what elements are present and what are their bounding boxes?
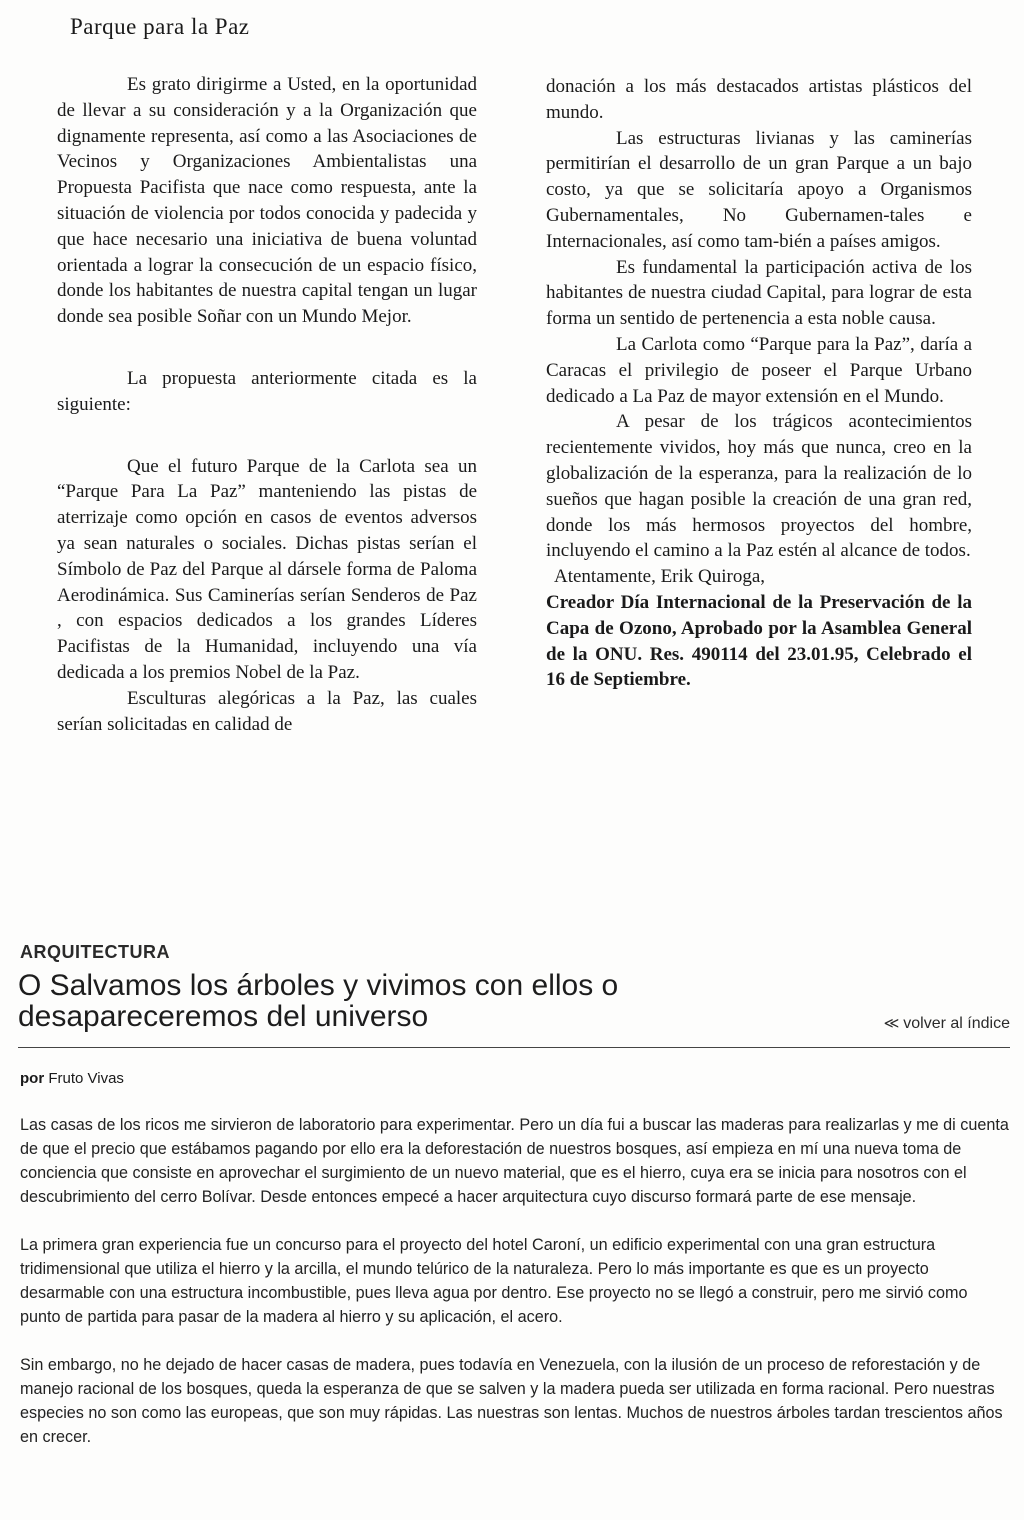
- paragraph: Las casas de los ricos me sirvieron de laboratorio para experimentar. Pero un día fui a buscar las maderas para realizarlas y me di cuenta de que el precio que estábamos pagando por ello era la deforestación de nuestros bosques, así empieza en mí una nueva toma de conciencia que consiste en aprovechar el surgimiento de un nuevo material, que es el hierro, cuya era se inicia para nosotros con el descubrimiento del cerro Bolívar. Desde entonces empecé a hacer arquitectura cuyo discurso formará parte de ese mensaje.: [20, 1116, 1009, 1206]
- article-body: [20, 1113, 1010, 1473]
- section-label: ARQUITECTURA: [20, 942, 170, 962]
- paragraph: Esculturas alegóricas a la Paz, las cuales serían solicitadas en calidad de: [57, 687, 477, 735]
- back-link-label: volver al índice: [903, 1015, 1010, 1032]
- double-chevron-left-icon: ≪: [883, 1015, 900, 1032]
- byline-prefix: por: [20, 1070, 45, 1087]
- article-title: Parque para la Paz: [70, 14, 250, 39]
- paragraph: Es fundamental la participación activa de los habitantes de nuestra ciudad Capital, para lograr de esta forma un sentido de pertenencia a esta noble causa.: [546, 256, 972, 330]
- paragraph: La primera gran experiencia fue un concurso para el proyecto del hotel Caroní, un edificio experimental con una gran estructura tridimensional que utiliza el hierro y la arcilla, el mundo telúrico de la naturaleza. Pero lo más importante es que es un proyecto desarmable con una estructura incombustible, pues lleva agua por dentro. Ese proyecto no se llegó a construir, pero me sirvió como punto de partida para pasar de la madera al hierro y su aplicación, el acero.: [20, 1236, 968, 1326]
- paragraph: Las estructuras livianas y las caminerías permitirían el desarrollo de un gran Parque a un bajo costo, ya que se solicitaría apoyo a Organismos Gubernamentales, No Gubernamen-tales e Internacionales, así como tam-bién a países amigos.: [546, 127, 972, 252]
- paragraph: donación a los más destacados artistas plásticos del mundo.: [546, 76, 972, 123]
- article-right-column: [546, 74, 972, 693]
- byline: [20, 1070, 124, 1087]
- closing-line: Atentamente, Erik Quiroga,: [554, 566, 766, 588]
- paragraph: Es grato dirigirme a Usted, en la oportunidad de llevar a su consideración y a la Organización que dignamente representa, así como a las Asociaciones de Vecinos y Organizaciones Ambientalistas una Propuesta Pacifista que nace como respuesta, ante la situación de violencia por todos conocida y padecida y que hace necesario una iniciativa de buena voluntad orientada a lograr la consecución de un espacio físico, donde los habitantes de nuestra capital tengan un lugar donde sea posible Soñar con un Mundo Mejor.: [57, 74, 477, 328]
- paragraph: Sin embargo, no he dejado de hacer casas de madera, pues todavía en Venezuela, con la ilusión de un proceso de reforestación y de manejo racional de los bosques, queda la esperanza de que se salven y la madera pueda ser utilizada en forma racional. Pero nuestras especies no son como las europeas, que son muy rápidas. Las nuestras son lentas. Muchos de nuestros árboles tardan trescientos años en crecer.: [20, 1356, 1003, 1446]
- signature-block: Creador Día Internacional de la Preservación de la Capa de Ozono, Aprobado por la Asamblea General de la ONU. Res. 490114 del 23.01.95, Celebrado el 16 de Septiembre.: [546, 591, 972, 691]
- article-left-column: [57, 72, 477, 737]
- back-to-index-link[interactable]: [884, 1014, 1010, 1033]
- divider: [18, 1047, 1010, 1048]
- article-title: O Salvamos los árboles y vivimos con ellos o desapareceremos del universo: [18, 969, 619, 1033]
- paragraph: La Carlota como “Parque para la Paz”, daría a Caracas el privilegio de poseer el Parque Urbano dedicado a La Paz de mayor extensión en el Mundo.: [546, 333, 972, 407]
- author-name: Fruto Vivas: [48, 1070, 124, 1087]
- paragraph: Que el futuro Parque de la Carlota sea un “Parque Para La Paz” manteniendo las pistas de aterrizaje como opción en casos de eventos adversos ya sean naturales o sociales. Dichas pistas serían el Símbolo de Paz del Parque al dársele forma de Paloma Aerodinámica. Sus Caminerías serían Senderos de Paz , con espacios dedicados a los grandes Líderes Pacifistas de la Humanidad, incluyendo una vía dedicada a los premios Nobel de la Paz.: [57, 455, 477, 683]
- paragraph: A pesar de los trágicos acontecimientos recientemente vividos, hoy más que nunca, creo en la globalización de la esperanza, para la realización de lo sueños que hagan posible la creación de una gran red, donde los más hermosos proyectos del hombre, incluyendo el camino a la Paz estén al alcance de todos.: [546, 411, 972, 562]
- paragraph: La propuesta anteriormente citada es la siguiente:: [57, 367, 477, 415]
